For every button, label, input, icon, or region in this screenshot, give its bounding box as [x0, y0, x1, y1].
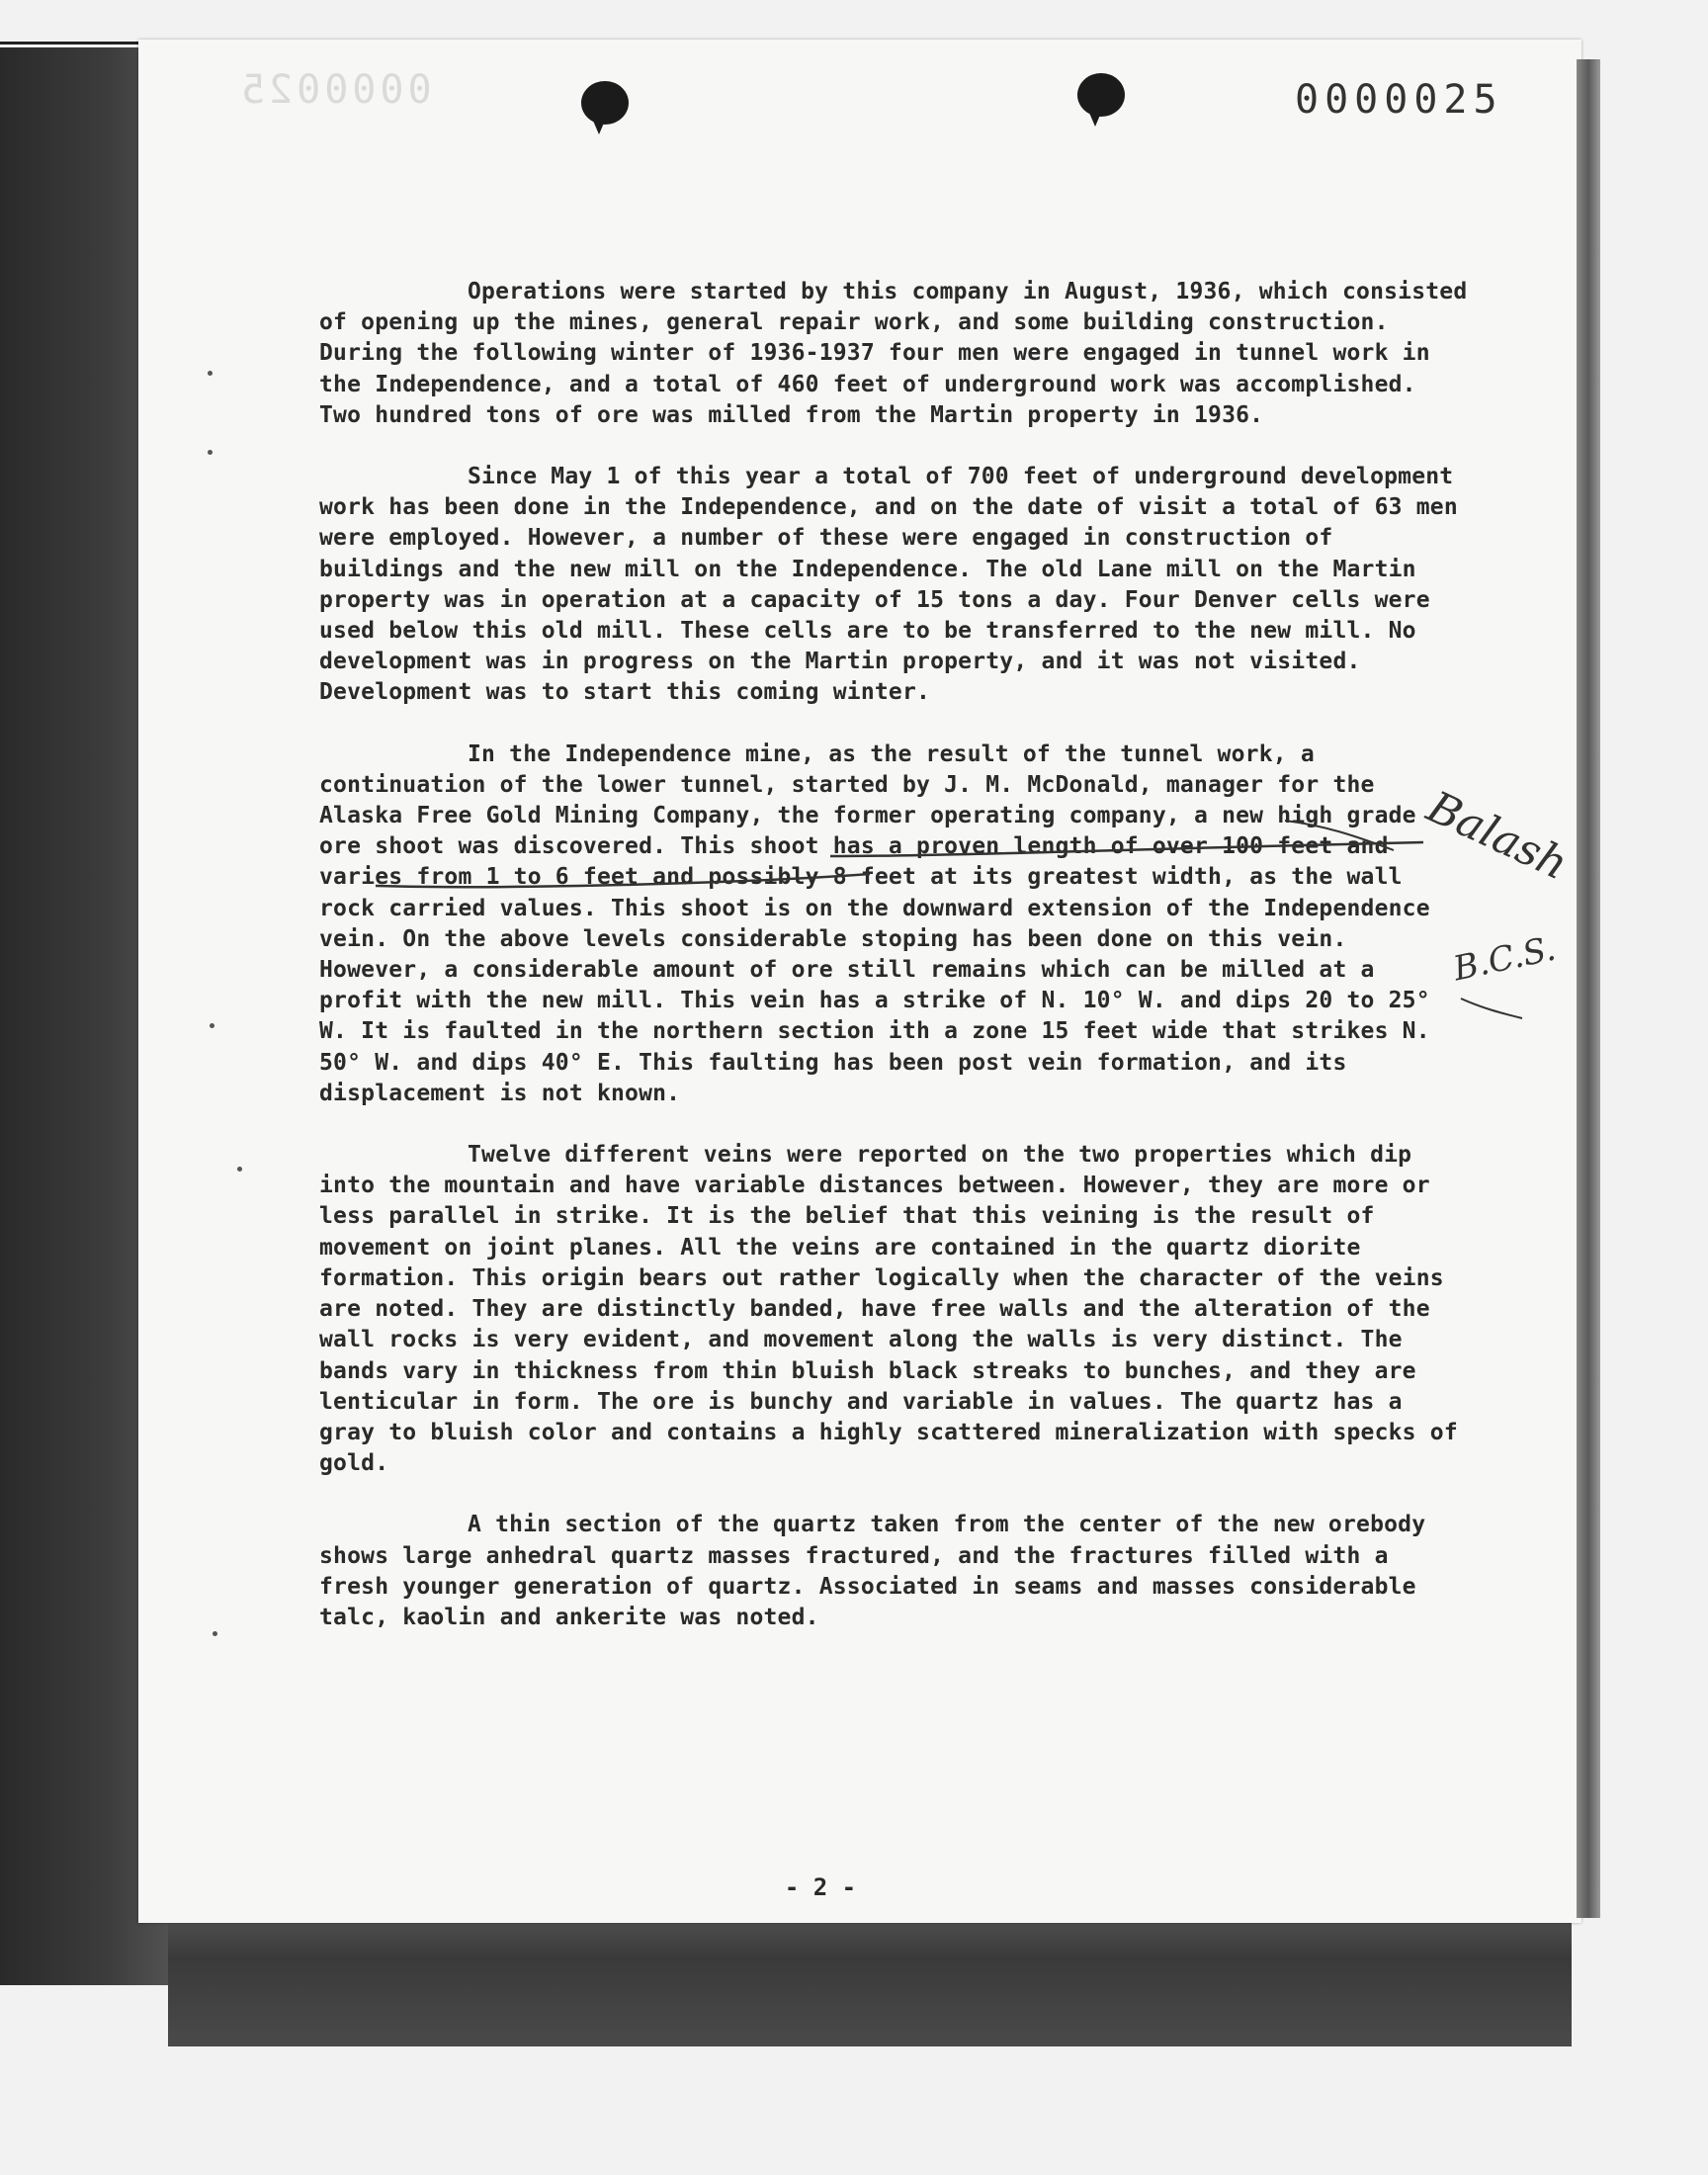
paragraph-4: Twelve different veins were reported on the two properties which dip into the mountain and have variable distances between. However, they are more or less parallel in strike. It is the belief that this veining is the result of movement on joint planes. All the veins are contained in the quartz diorite formation. This origin bears out rather logically when the character of the veins are noted. They are distinctly banded, have free walls and the alteration of the wall rocks is very evident, and movement along the walls is very distinct. The bands vary in thickness from thin bluish black streaks to bunches, and they are lenticular in form. The ore is bunchy and variable in values. The quartz has a gray to bluish color and contains a highly scattered mineralization with specks of gold. [319, 1142, 1458, 1477]
handwritten-note-2: B.C.S. [1449, 928, 1560, 990]
paragraph-3: In the Independence mine, as the result of the tunnel work, a continuation of the lower tunnel, started by J. M. McDonald, manager for the Alaska Free Gold Mining Company, the former operating company, a new high grade ore shoot was discovered. This shoot has a proven length of over 100 feet and varies from 1 to 6 feet and possibly 8 feet at its greatest width, as the wall rock carried values. This shoot is on the downward extension of the Independence vein. On the above levels considerable stoping has been done on this vein. However, a considerable amount of ore still remains which can be milled at a profit with the new mill. This vein has a strike of N. 10° W. and dips 20 to 25° W. It is faulted in the northern section ith a zone 15 feet wide that strikes N. 50° W. and dips 40° E. This faulting has been post vein formation, and its displacement is not known. [319, 740, 1430, 1106]
handwritten-note-1: Balash [1419, 781, 1576, 891]
paragraph-5: A thin section of the quartz taken from the center of the new orebody shows large anhedral quartz masses fractured, and the fractures filled with a fresh younger generation of quartz. Associated in seams and masses considerable talc, kaolin and ankerite was noted. [319, 1512, 1426, 1630]
scan-speck [210, 1023, 214, 1028]
paragraph-2: Since May 1 of this year a total of 700 feet of underground development work has been done in the Independence, and on the date of visit a total of 63 men were employed. However, a number of these were engaged in construction of buildings and the new mill on the Independence. The old Lane mill on the Martin property was in operation at a capacity of 15 tons a day. Four Denver cells were used below this old mill. These cells are to be transferred to the new mill. No development was in progress on the Martin property, and it was not visited. Development was to start this coming winter. [319, 464, 1458, 706]
bleed-through-number: 0000025 [237, 67, 432, 113]
scan-speck [208, 450, 213, 455]
page-number: - 2 - [784, 1873, 857, 1901]
scan-speck [237, 1167, 242, 1172]
document-number: 0000025 [1295, 77, 1503, 123]
scan-speck [208, 371, 213, 376]
paragraph-1: Operations were started by this company in August, 1936, which consisted of opening up the mines, general repair work, and some building construction. During the following winter of 1936-1937 four men were engaged in tunnel work in the Independence, and a total of 460 feet of underground work was accomplished. Two hundred tons of ore was milled from the Martin property in 1936. [319, 279, 1468, 428]
scan-speck [213, 1631, 217, 1636]
